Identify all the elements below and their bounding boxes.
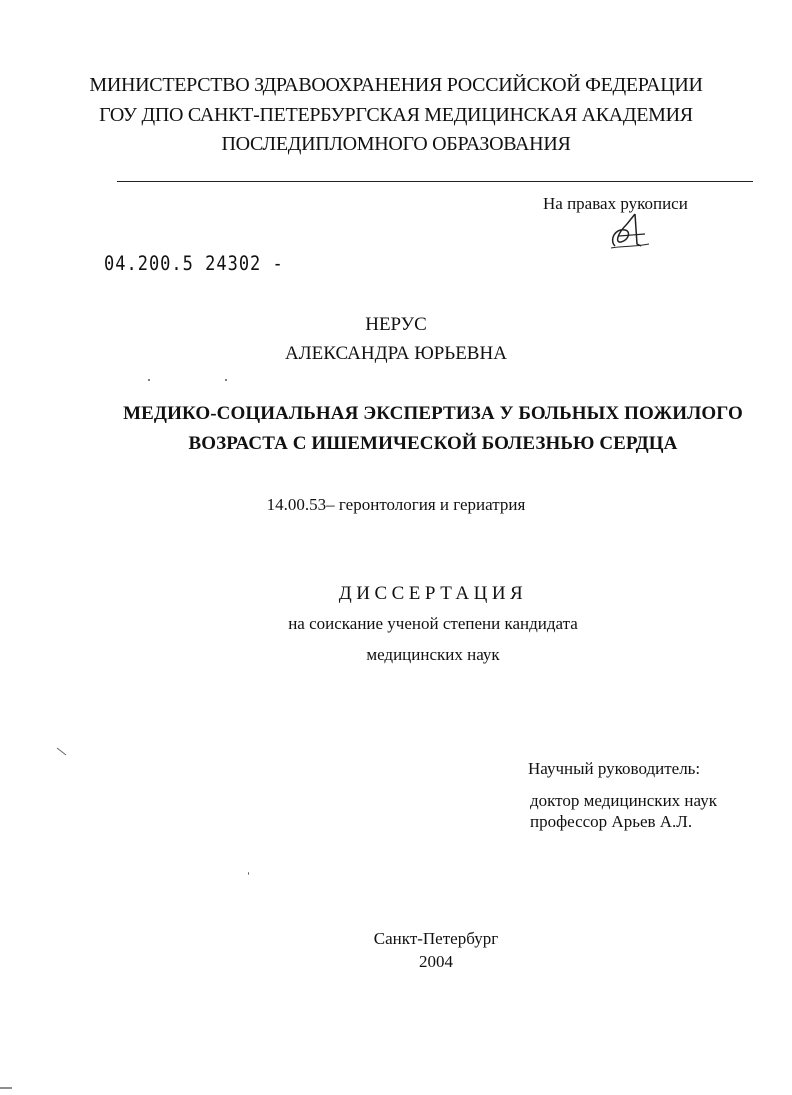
- author-given-names: АЛЕКСАНДРА ЮРЬЕВНА: [285, 343, 507, 364]
- degree-line-1: на соискание ученой степени кандидата: [288, 614, 578, 633]
- scan-speck: [248, 872, 249, 875]
- year: 2004: [419, 952, 453, 971]
- dissertation-title-line-2: ВОЗРАСТА С ИШЕМИЧЕСКОЙ БОЛЕЗНЬЮ СЕРДЦА: [188, 433, 678, 454]
- header-divider: [117, 181, 753, 182]
- academy-heading: ГОУ ДПО САНКТ-ПЕТЕРБУРГСКАЯ МЕДИЦИНСКАЯ АКАДЕМИЯ: [99, 104, 693, 126]
- archive-stamp-number: 04.200.5 24302 -: [104, 252, 284, 276]
- city: Санкт-Петербург: [373, 929, 499, 948]
- author-surname: НЕРУС: [365, 314, 427, 335]
- education-heading: ПОСЛЕДИПЛОМНОГО ОБРАЗОВАНИЯ: [221, 133, 571, 155]
- specialty-code: 14.00.53– геронтология и гериатрия: [266, 495, 526, 514]
- dissertation-title-line-1: МЕДИКО-СОЦИАЛЬНАЯ ЭКСПЕРТИЗА У БОЛЬНЫХ ПОЖИЛОГО: [123, 403, 743, 424]
- document-type: ДИССЕРТАЦИЯ: [338, 583, 528, 604]
- supervisor-credentials: доктор медицинских наук: [530, 791, 717, 810]
- manuscript-note: На правах рукописи: [543, 194, 688, 213]
- ministry-heading: МИНИСТЕРСТВО ЗДРАВООХРАНЕНИЯ РОССИЙСКОЙ ФЕДЕРАЦИИ: [89, 74, 703, 96]
- signature-icon: [605, 210, 655, 252]
- scan-mark: [0, 1085, 14, 1091]
- supervisor-name: профессор Арьев А.Л.: [530, 812, 693, 831]
- degree-line-2: медицинских наук: [366, 645, 500, 664]
- supervisor-label: Научный руководитель:: [528, 759, 701, 778]
- scan-speck: [225, 379, 227, 381]
- scan-mark: [56, 747, 68, 757]
- scan-speck: [148, 379, 150, 381]
